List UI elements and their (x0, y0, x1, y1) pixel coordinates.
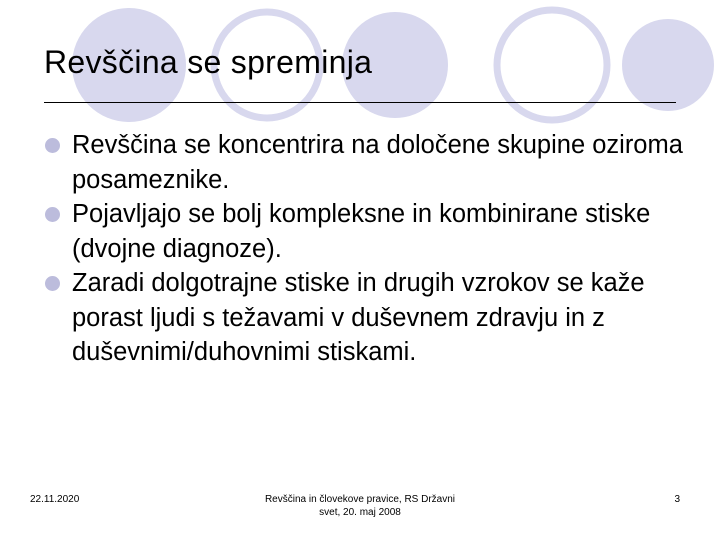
footer-page-number: 3 (674, 494, 680, 505)
bullet-dot-icon (45, 207, 60, 222)
bullet-item (44, 128, 694, 197)
bullet-item (44, 197, 694, 266)
bullet-item (44, 266, 694, 370)
bullet-list (44, 128, 694, 370)
title-divider (44, 102, 676, 103)
bullet-text: Revščina se koncentrira na določene skupine oziroma posameznike. (72, 131, 683, 194)
bullet-text: Pojavljajo se bolj kompleksne in kombinirane stiske (dvojne diagnoze). (72, 200, 651, 263)
footer-caption-line-2: svet, 20. maj 2008 (319, 507, 401, 518)
footer-date: 22.11.2020 (30, 494, 80, 505)
bullet-dot-icon (45, 138, 60, 153)
decorative-circle-4 (497, 10, 607, 120)
bullet-text: Zaradi dolgotrajne stiske in drugih vzrokov se kaže porast ljudi s težavami v duševnem zdravju in z duševnimi/duhovnimi stiskami. (72, 269, 645, 366)
slide-title: Revščina se spreminja (44, 44, 373, 80)
bullet-dot-icon (45, 276, 60, 291)
footer-caption (240, 493, 480, 519)
footer-caption-line-1: Revščina in človekove pravice, RS Državni (264, 494, 456, 505)
decorative-circle-5 (622, 19, 714, 111)
